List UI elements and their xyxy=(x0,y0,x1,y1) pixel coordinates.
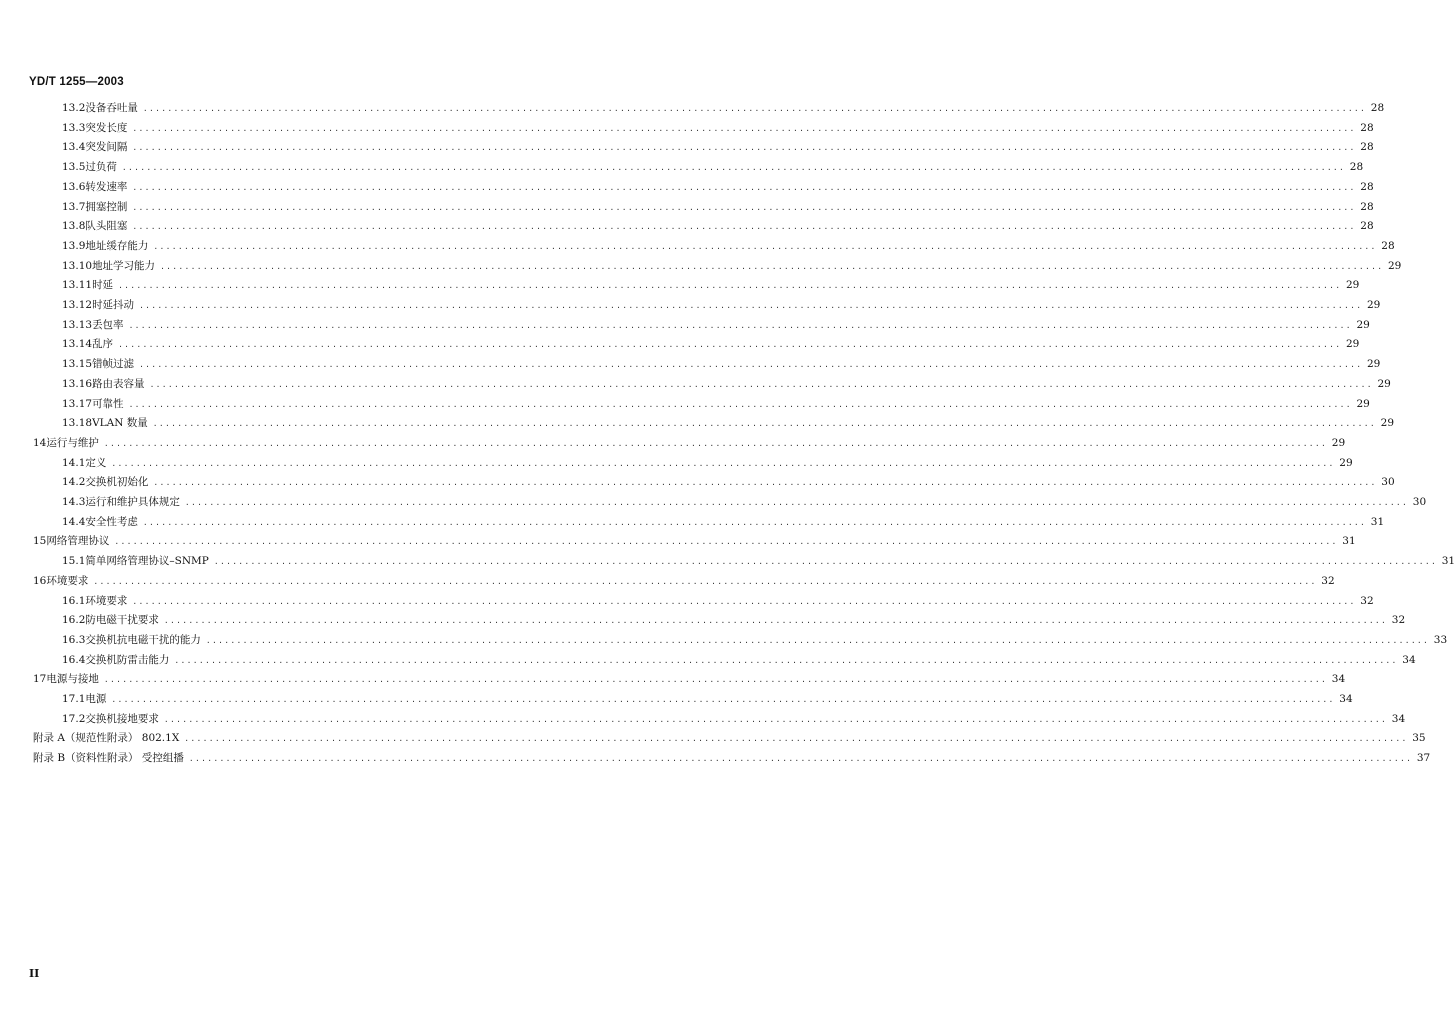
toc-entry-number: 16.1 xyxy=(62,594,86,607)
document-header: YD/T 1255—2003 xyxy=(29,76,124,88)
toc-entry-number: 13.2 xyxy=(62,102,86,114)
toc-entry-number: 13.3 xyxy=(62,121,86,134)
toc-entry-title: 乱序 xyxy=(92,338,114,351)
toc-entry-number: 13.7 xyxy=(62,200,86,213)
toc-entry-title: 没备吞吐量 xyxy=(85,102,138,114)
toc-entry-number: 附录 B xyxy=(33,752,66,765)
toc-entry-title: 交换机抗电磁干扰的能力 xyxy=(85,633,201,646)
toc-entry[interactable] xyxy=(62,415,1395,431)
dot-leader: ........................................................................................................................................................................................................ xyxy=(121,163,1346,173)
toc-entry[interactable] xyxy=(62,258,1402,274)
toc-entry[interactable] xyxy=(62,297,1381,313)
toc-entry-title: （规范性附录） 802.1X xyxy=(64,732,180,745)
dot-leader: ........................................................................................................................................................................................................ xyxy=(139,360,1363,370)
toc-entry-page: 29 xyxy=(1339,456,1353,469)
toc-entry-title: 定义 xyxy=(85,456,107,469)
toc-entry-title: 丢包率 xyxy=(92,318,124,331)
dot-leader: ........................................................................................................................................................................................................ xyxy=(205,635,1430,645)
toc-entry-page: 29 xyxy=(1331,436,1346,449)
toc-entry-page: 32 xyxy=(1321,574,1335,587)
toc-entry-page: 35 xyxy=(1412,732,1426,745)
toc-entry-number: 16.3 xyxy=(62,633,86,646)
toc-entry[interactable] xyxy=(62,317,1370,333)
toc-entry-page: 28 xyxy=(1349,161,1364,174)
toc-entry-page: 29 xyxy=(1366,358,1381,371)
toc-entry[interactable] xyxy=(62,336,1360,352)
toc-entry-number: 附录 A xyxy=(33,732,65,745)
toc-entry-title: 可靠性 xyxy=(92,397,124,410)
toc-entry-number: 15.1 xyxy=(62,555,86,568)
toc-entry-page: 29 xyxy=(1387,259,1402,272)
dot-leader: ........................................................................................................................................................................................................ xyxy=(128,320,1352,330)
toc-entry-number: 16.2 xyxy=(62,614,86,627)
toc-entry-page: 37 xyxy=(1416,752,1431,765)
toc-entry[interactable] xyxy=(62,612,1406,628)
dot-leader: ........................................................................................................................................................................................................ xyxy=(163,616,1388,626)
dot-leader: ........................................................................................................................................................................................................ xyxy=(132,222,1356,232)
dot-leader: ........................................................................................................................................................................................................ xyxy=(139,301,1363,310)
toc-entry-title: 电源与接地 xyxy=(46,673,99,686)
toc-entry[interactable] xyxy=(62,494,1427,510)
toc-entry-page: 34 xyxy=(1331,673,1346,686)
toc-entry-number: 13.15 xyxy=(62,358,93,371)
toc-entry-number: 13.9 xyxy=(62,239,86,252)
toc-entry[interactable] xyxy=(62,632,1448,648)
dot-leader: ........................................................................................................................................................................................................ xyxy=(103,675,1328,685)
toc-entry-title: 路由表容量 xyxy=(92,377,145,390)
toc-entry-page: 28 xyxy=(1360,200,1374,213)
dot-leader: ........................................................................................................................................................................................................ xyxy=(184,734,1408,744)
toc-entry-title: 突发间隔 xyxy=(85,141,128,154)
dot-leader: ........................................................................................................................................................................................................ xyxy=(163,714,1388,724)
toc-entry-number: 17.1 xyxy=(62,693,86,705)
toc-entry[interactable] xyxy=(62,376,1391,392)
toc-entry-title: 拥塞控制 xyxy=(85,200,128,213)
toc-entry-page: 32 xyxy=(1360,594,1374,607)
toc-entry-title: 环境要求 xyxy=(85,594,128,607)
toc-entry-number: 17.2 xyxy=(62,712,86,725)
dot-leader: ........................................................................................................................................................................................................ xyxy=(118,340,1342,350)
toc-entry-page: 28 xyxy=(1381,239,1395,252)
dot-leader: ........................................................................................................................................................................................................ xyxy=(160,261,1384,271)
toc-entry[interactable] xyxy=(62,396,1370,412)
dot-leader: ........................................................................................................................................................................................................ xyxy=(174,655,1398,665)
toc-entry[interactable] xyxy=(33,730,1426,746)
toc-entry-number: 16.4 xyxy=(62,653,86,666)
dot-leader: ........................................................................................................................................................................................................ xyxy=(132,123,1356,133)
toc-entry-page: 28 xyxy=(1370,102,1385,114)
dot-leader: ........................................................................................................................................................................................................ xyxy=(153,478,1377,488)
toc-entry-page: 29 xyxy=(1356,318,1370,331)
dot-leader: ........................................................................................................................................................................................................ xyxy=(103,438,1328,448)
toc-entry-number: 14.2 xyxy=(62,476,86,489)
toc-entry-number: 13.10 xyxy=(62,259,93,272)
dot-leader: ........................................................................................................................................................................................................ xyxy=(93,576,1317,586)
toc-entry-title: 运行和维护具体规定 xyxy=(85,496,180,508)
toc-entry-number: 14 xyxy=(33,436,47,449)
dot-leader: ........................................................................................................................................................................................................ xyxy=(152,419,1377,429)
toc-entry-page: 30 xyxy=(1381,476,1395,489)
toc-entry[interactable] xyxy=(62,100,1385,116)
toc-entry-number: 13.12 xyxy=(62,299,93,311)
toc-entry[interactable] xyxy=(62,218,1374,234)
toc-entry[interactable] xyxy=(62,277,1360,293)
toc-entry-title: 交换机初始化 xyxy=(85,476,149,489)
dot-leader: ........................................................................................................................................................................................................ xyxy=(118,281,1342,291)
toc-entry-page: 31 xyxy=(1342,535,1356,548)
toc-entry[interactable] xyxy=(33,573,1335,589)
toc-entry-number: 16 xyxy=(33,574,47,587)
toc-entry-page: 31 xyxy=(1441,555,1455,568)
toc-entry[interactable] xyxy=(62,179,1374,195)
toc-entry-number: 13.18 xyxy=(62,417,93,430)
toc-entry-title: 转发速率 xyxy=(85,180,128,193)
toc-entry-title: 防电磁干扰要求 xyxy=(85,614,159,627)
toc-entry-title: 时延抖动 xyxy=(92,299,135,311)
toc-entry-number: 13.14 xyxy=(62,338,93,351)
toc-entry-number: 14.3 xyxy=(62,496,86,508)
toc-entry[interactable] xyxy=(62,199,1374,215)
toc-entry-title: 环境要求 xyxy=(46,574,89,587)
toc-entry[interactable] xyxy=(62,711,1406,727)
toc-entry-page: 28 xyxy=(1360,220,1374,233)
toc-entry[interactable] xyxy=(33,750,1431,766)
toc-entry-number: 17 xyxy=(33,673,47,686)
toc-entry-number: 13.8 xyxy=(62,220,86,233)
toc-entry-number: 13.13 xyxy=(62,318,93,331)
toc-entry[interactable] xyxy=(62,514,1385,530)
dot-leader: ........................................................................................................................................................................................................ xyxy=(111,458,1335,468)
toc-entry-title: 地址缓存能力 xyxy=(85,239,149,252)
toc-entry-page: 30 xyxy=(1412,496,1427,508)
toc-entry-page: 29 xyxy=(1345,338,1360,351)
toc-entry-page: 29 xyxy=(1356,397,1370,410)
toc-entry-title: 过负荷 xyxy=(85,161,117,174)
toc-entry-title: 时延 xyxy=(92,279,114,292)
dot-leader: ........................................................................................................................................................................................................ xyxy=(132,182,1356,192)
toc-entry-title: 突发长度 xyxy=(85,121,128,134)
dot-leader: ........................................................................................................................................................................................................ xyxy=(153,241,1377,251)
toc-entry[interactable] xyxy=(62,139,1374,155)
toc-entry-number: 13.6 xyxy=(62,180,86,193)
toc-entry-page: 29 xyxy=(1366,299,1381,311)
toc-entry[interactable] xyxy=(62,652,1416,668)
toc-entry-number: 13.11 xyxy=(62,279,93,292)
toc-entry-page: 29 xyxy=(1345,279,1360,292)
toc-entry[interactable] xyxy=(33,533,1356,549)
dot-leader: ........................................................................................................................................................................................................ xyxy=(188,754,1413,764)
toc-entry-title: 简单网络管理协议–SNMP xyxy=(85,555,209,568)
toc-entry[interactable] xyxy=(62,474,1395,490)
toc-entry-title: VLAN 数量 xyxy=(92,417,148,430)
toc-entry-page: 33 xyxy=(1433,633,1448,646)
toc-entry-title: 网络管理协议 xyxy=(46,535,110,548)
toc-entry[interactable] xyxy=(62,553,1455,569)
dot-leader: ........................................................................................................................................................................................................ xyxy=(132,202,1356,212)
toc-entry-title: 交换机防雷击能力 xyxy=(85,653,170,666)
toc-entry[interactable] xyxy=(62,356,1381,372)
toc-entry[interactable] xyxy=(62,159,1364,175)
toc-entry-page: 28 xyxy=(1360,141,1374,154)
toc-entry[interactable] xyxy=(33,671,1346,687)
toc-entry-title: 交换机接地要求 xyxy=(85,712,159,725)
dot-leader: ........................................................................................................................................................................................................ xyxy=(114,537,1338,547)
toc-entry-page: 28 xyxy=(1360,121,1374,134)
toc-entry-page: 34 xyxy=(1402,653,1416,666)
dot-leader: ........................................................................................................................................................................................................ xyxy=(142,104,1367,113)
dot-leader: ........................................................................................................................................................................................................ xyxy=(132,596,1356,606)
dot-leader: ........................................................................................................................................................................................................ xyxy=(142,517,1367,527)
toc-entry-page: 29 xyxy=(1377,377,1391,390)
toc-entry-number: 14.1 xyxy=(62,456,86,469)
toc-entry-title: 队头阻塞 xyxy=(85,220,128,233)
toc-entry-number: 13.16 xyxy=(62,377,93,390)
toc-entry[interactable] xyxy=(62,593,1374,609)
toc-entry-number: 13.4 xyxy=(62,141,86,154)
toc-entry-page: 28 xyxy=(1360,180,1374,193)
toc-entry-page: 34 xyxy=(1339,693,1353,705)
toc-entry-page: 31 xyxy=(1370,515,1385,528)
toc-entry[interactable] xyxy=(62,238,1395,254)
toc-entry-title: 电源 xyxy=(85,693,107,705)
toc-entry-number: 13.17 xyxy=(62,397,93,410)
toc-entry[interactable] xyxy=(62,120,1374,136)
toc-entry-number: 13.5 xyxy=(62,161,86,174)
toc-entry[interactable] xyxy=(62,691,1353,707)
dot-leader: ........................................................................................................................................................................................................ xyxy=(184,498,1409,507)
toc-entry-title: （资料性附录） 受控组播 xyxy=(65,752,184,765)
dot-leader: ........................................................................................................................................................................................................ xyxy=(149,379,1373,389)
toc-entry-page: 32 xyxy=(1391,614,1406,627)
toc-entry-page: 29 xyxy=(1380,417,1395,430)
toc-entry[interactable] xyxy=(33,435,1346,451)
toc-entry-title: 错帧过滤 xyxy=(92,358,135,371)
toc-entry[interactable] xyxy=(62,455,1353,471)
toc-entry-title: 安全性考虑 xyxy=(85,515,138,528)
toc-entry-title: 运行与维护 xyxy=(46,436,99,449)
dot-leader: ........................................................................................................................................................................................................ xyxy=(128,399,1352,409)
dot-leader: ........................................................................................................................................................................................................ xyxy=(132,143,1356,153)
dot-leader: ........................................................................................................................................................................................................ xyxy=(111,695,1335,704)
dot-leader: ........................................................................................................................................................................................................ xyxy=(213,557,1438,567)
toc-entry-number: 14.4 xyxy=(62,515,86,528)
page-number-footer: II xyxy=(29,967,40,980)
toc-entry-title: 地址学习能力 xyxy=(92,259,156,272)
toc-entry-page: 34 xyxy=(1391,712,1406,725)
toc-entry-number: 15 xyxy=(33,535,47,548)
